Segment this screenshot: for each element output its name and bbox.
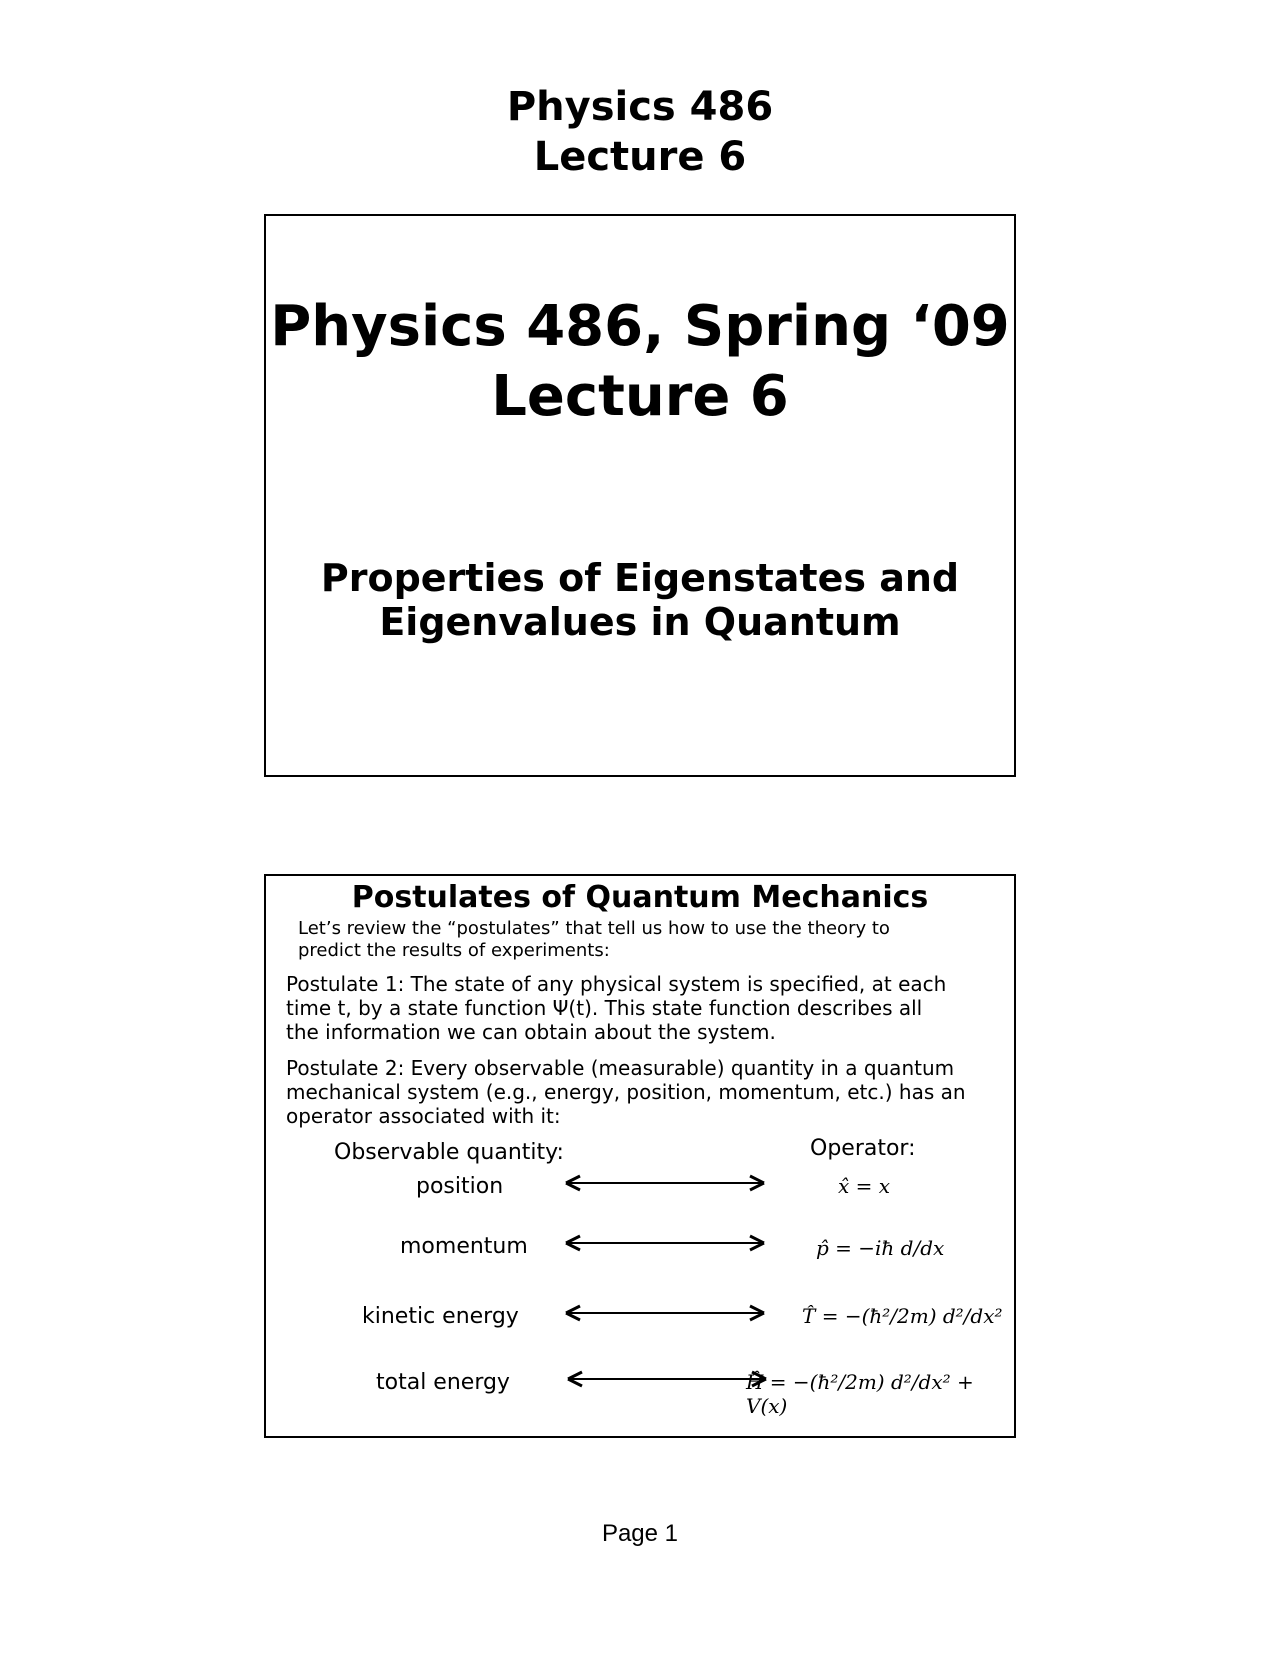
page-number: Page 1 xyxy=(601,1520,679,1547)
arrow-total-energy xyxy=(564,1368,770,1390)
header-course: Physics 486 xyxy=(506,84,774,130)
title-slide xyxy=(264,214,1016,777)
slide-title-line2: Lecture 6 xyxy=(491,364,789,429)
operator-momentum: p̂ = −iħ d/dx xyxy=(816,1236,945,1260)
postulates-title: Postulates of Quantum Mechanics xyxy=(351,880,929,915)
quantity-total-energy: total energy xyxy=(376,1370,510,1395)
operator-kinetic-energy: T̂ = −(ħ²/2m) d²/dx² xyxy=(802,1304,1003,1328)
intro-line: predict the results of experiments: xyxy=(298,940,610,961)
postulate-1 xyxy=(286,972,1006,1044)
postulates-intro xyxy=(298,918,998,962)
operator-total-energy: Ĥ = −(ħ²/2m) d²/dx² + V(x) xyxy=(746,1370,974,1418)
quantity-kinetic-energy: kinetic energy xyxy=(362,1304,519,1329)
slide-title-line1: Physics 486, Spring ‘09 xyxy=(270,294,1010,359)
postulate-2-line: mechanical system (e.g., energy, position, momentum, etc.) has an xyxy=(286,1080,966,1104)
slide-subtitle-line1: Properties of Eigenstates and xyxy=(320,556,960,600)
arrow-position xyxy=(562,1172,768,1194)
arrow-momentum xyxy=(562,1232,768,1254)
postulate-2-line: operator associated with it: xyxy=(286,1104,561,1128)
arrow-kinetic-energy xyxy=(562,1302,768,1324)
slide-title xyxy=(266,292,1014,432)
page-header xyxy=(0,82,1280,182)
postulate-1-line: the information we can obtain about the system. xyxy=(286,1020,776,1044)
slide-subtitle-line2: Eigenvalues in Quantum xyxy=(379,600,901,644)
postulate-1-line: Postulate 1: The state of any physical system is specified, at each xyxy=(286,972,947,996)
operator-column-header: Operator: xyxy=(810,1136,916,1161)
postulates-slide xyxy=(264,874,1016,1438)
operator-position: x̂ = x xyxy=(838,1174,891,1198)
quantity-momentum: momentum xyxy=(400,1234,528,1259)
intro-line: Let’s review the “postulates” that tell us how to use the theory to xyxy=(298,918,890,939)
postulate-1-line: time t, by a state function Ψ(t). This state function describes all xyxy=(286,996,923,1020)
header-lecture: Lecture 6 xyxy=(533,134,747,180)
postulate-2 xyxy=(286,1056,1006,1128)
postulate-2-line: Postulate 2: Every observable (measurable) quantity in a quantum xyxy=(286,1056,955,1080)
quantity-position: position xyxy=(416,1174,504,1199)
slide-subtitle xyxy=(266,556,1014,644)
observable-column-header: Observable quantity: xyxy=(334,1140,564,1165)
